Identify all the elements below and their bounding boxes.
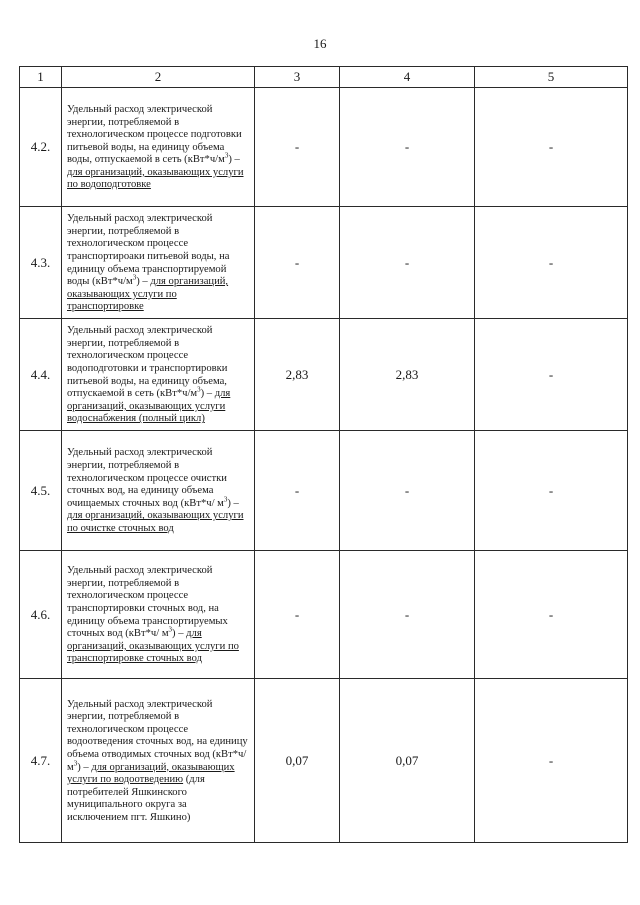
- value-col-4: 0,07: [340, 679, 475, 843]
- unit-superscript: 3: [168, 625, 173, 634]
- value-col-5: -: [475, 319, 628, 431]
- value-col-5: -: [475, 551, 628, 679]
- table-row: [20, 319, 628, 431]
- unit-superscript: 3: [73, 758, 78, 767]
- description-tail: (для потребителей Яшкинского муниципального округа за исключением пгт. Яшкино): [67, 774, 205, 823]
- unit-superscript: 3: [224, 151, 229, 160]
- table-row: [20, 431, 628, 551]
- description-dash: ) –: [77, 761, 92, 773]
- header-col-5: 5: [475, 67, 628, 88]
- header-col-4: 4: [340, 67, 475, 88]
- description-text: Удельный расход электрической энергии, потребляемой в технологическом процессе водоподготовки и транспортировки питьевой воды, на единицу объема, отпускаемой в сеть (кВт*ч/м: [67, 325, 228, 400]
- row-description: [62, 679, 255, 843]
- table-row: [20, 679, 628, 843]
- description-dash: ) –: [172, 628, 187, 640]
- row-description: [62, 319, 255, 431]
- description-text: Удельный расход электрической энергии, потребляемой в технологическом процессе транспортироаки питьевой воды, на единицу объема транспортируемой воды (кВт*ч/м: [67, 213, 230, 288]
- indicator-table: [19, 66, 628, 843]
- description-dash: ) –: [227, 497, 239, 509]
- page-number: 16: [313, 36, 327, 51]
- row-description: [62, 431, 255, 551]
- table-row: [20, 551, 628, 679]
- organization-scope: для организаций, оказывающих услуги по транспортировке: [67, 276, 229, 313]
- value-col-3: -: [255, 551, 340, 679]
- organization-scope: для организаций, оказывающих услуги по водоподготовке: [67, 166, 244, 191]
- value-col-4: 2,83: [340, 319, 475, 431]
- header-col-2: 2: [62, 67, 255, 88]
- description-dash: ) –: [136, 276, 151, 288]
- unit-superscript: 3: [132, 273, 137, 282]
- unit-superscript: 3: [223, 495, 228, 504]
- organization-scope: для организаций, оказывающих услуги по транспортировке сточных вод: [67, 628, 239, 665]
- value-col-4: -: [340, 207, 475, 319]
- description-text: Удельный расход электрической энергии, потребляемой в технологическом процессе очистки сточных вод, на единицу объема очищаемых сточных вод (кВт*ч/ м: [67, 447, 227, 509]
- organization-scope: для организаций, оказывающих услуги по водоотведению: [67, 761, 235, 786]
- table-row: [20, 88, 628, 207]
- header-row: [20, 67, 628, 88]
- header-col-3: 3: [255, 67, 340, 88]
- row-number: 4.5.: [20, 431, 62, 551]
- organization-scope: для организаций, оказывающих услуги водоснабжения (полный цикл): [67, 388, 231, 425]
- unit-superscript: 3: [197, 385, 201, 394]
- value-col-5: -: [475, 88, 628, 207]
- value-col-4: -: [340, 88, 475, 207]
- header-col-1: 1: [20, 67, 62, 88]
- value-col-4: -: [340, 551, 475, 679]
- value-col-3: 0,07: [255, 679, 340, 843]
- value-col-3: 2,83: [255, 319, 340, 431]
- description-dash: ) –: [228, 154, 240, 166]
- value-col-3: -: [255, 431, 340, 551]
- description-text: Удельный расход электрической энергии, потребляемой в технологическом процессе подготовки питьевой воды, на единицу объема воды, отпускаемой в сеть (кВт*ч/м: [67, 103, 242, 166]
- table-row: [20, 207, 628, 319]
- row-description: [62, 88, 255, 207]
- row-number: 4.6.: [20, 551, 62, 679]
- value-col-5: -: [475, 431, 628, 551]
- description-text: Удельный расход электрической энергии, потребляемой в технологическом процессе транспортировки сточных вод, на единицу объема транспортируемых сточных вод (кВт*ч/ м: [67, 565, 228, 640]
- value-col-5: -: [475, 679, 628, 843]
- value-col-5: -: [475, 207, 628, 319]
- row-number: 4.7.: [20, 679, 62, 843]
- row-number: 4.2.: [20, 88, 62, 207]
- value-col-3: -: [255, 88, 340, 207]
- row-description: [62, 551, 255, 679]
- organization-scope: для организаций, оказывающих услуги по очистке сточных вод: [67, 510, 244, 534]
- value-col-4: -: [340, 431, 475, 551]
- row-number: 4.3.: [20, 207, 62, 319]
- row-number: 4.4.: [20, 319, 62, 431]
- description-text: Удельный расход электрической энергии, потребляемой в технологическом процессе водоотведения сточных вод, на единицу объема отводимых сточных вод (кВт*ч/ м: [67, 698, 248, 773]
- description-dash: ) –: [200, 388, 215, 400]
- value-col-3: -: [255, 207, 340, 319]
- row-description: [62, 207, 255, 319]
